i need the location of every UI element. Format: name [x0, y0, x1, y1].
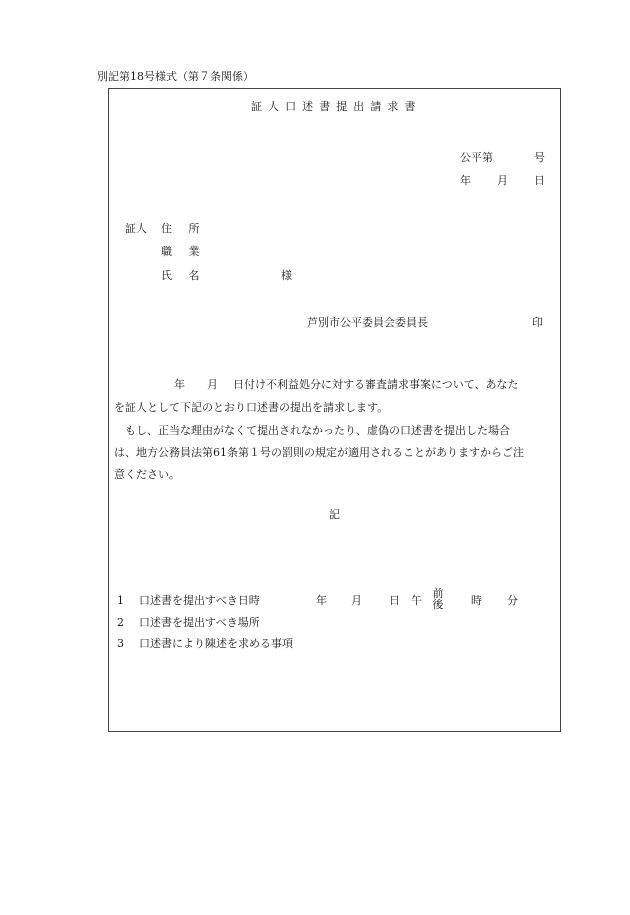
- datetime-hour: 時: [471, 594, 482, 607]
- item-number-1: 1: [117, 594, 124, 607]
- datetime-minute: 分: [507, 594, 518, 607]
- recipient-address-label: 住 所: [161, 222, 203, 235]
- doc-date-day: 日: [534, 174, 545, 187]
- datetime-year: 年: [316, 594, 327, 607]
- item-number-2: 2: [117, 616, 124, 629]
- item-text-3: 口述書により陳述を求める事項: [139, 637, 293, 650]
- doc-date-year: 年: [460, 174, 471, 187]
- issuer-name: 芦別市公平委員会委員長: [307, 316, 428, 329]
- body-line-2: を証人として下記のとおり口述書の提出を請求します。: [114, 401, 389, 414]
- body-line-5: 意ください。: [114, 468, 180, 481]
- recipient-name-label: 氏 名: [161, 269, 203, 282]
- doc-number-suffix: 号: [534, 151, 545, 164]
- body-line-4: は、地方公務員法第61条第１号の罰則の規定が適用されることがありますからご注: [114, 446, 524, 459]
- form-label: 別記第18号様式（第７条関係）: [97, 70, 254, 83]
- datetime-am: 前: [432, 587, 444, 600]
- page-title: 証人口述書提出請求書: [251, 100, 422, 113]
- ki-heading: 記: [329, 508, 340, 521]
- body-line-3: もし、正当な理由がなくて提出されなかったり、虚偽の口述書を提出した場合: [114, 424, 510, 437]
- datetime-day: 日: [389, 594, 400, 607]
- datetime-pm: 後: [432, 598, 444, 611]
- body-line-1: 日付け不利益処分に対する審査請求事案について、あなた: [233, 378, 519, 391]
- datetime-ampm-stack: [431, 588, 445, 610]
- item-text-1: 口述書を提出すべき日時: [139, 594, 260, 607]
- recipient-occupation-label: 職 業: [161, 245, 203, 258]
- body-year: 年: [174, 378, 185, 391]
- recipient-heading: 証人: [125, 222, 147, 235]
- datetime-noon: 午: [411, 594, 422, 607]
- body-month: 月: [207, 378, 218, 391]
- item-number-3: 3: [117, 637, 124, 650]
- doc-date-month: 月: [497, 174, 508, 187]
- doc-number-prefix: 公平第: [460, 151, 493, 164]
- issuer-seal: 印: [532, 316, 543, 329]
- item-text-2: 口述書を提出すべき場所: [139, 616, 260, 629]
- recipient-honorific: 様: [281, 269, 292, 282]
- datetime-month: 月: [351, 594, 362, 607]
